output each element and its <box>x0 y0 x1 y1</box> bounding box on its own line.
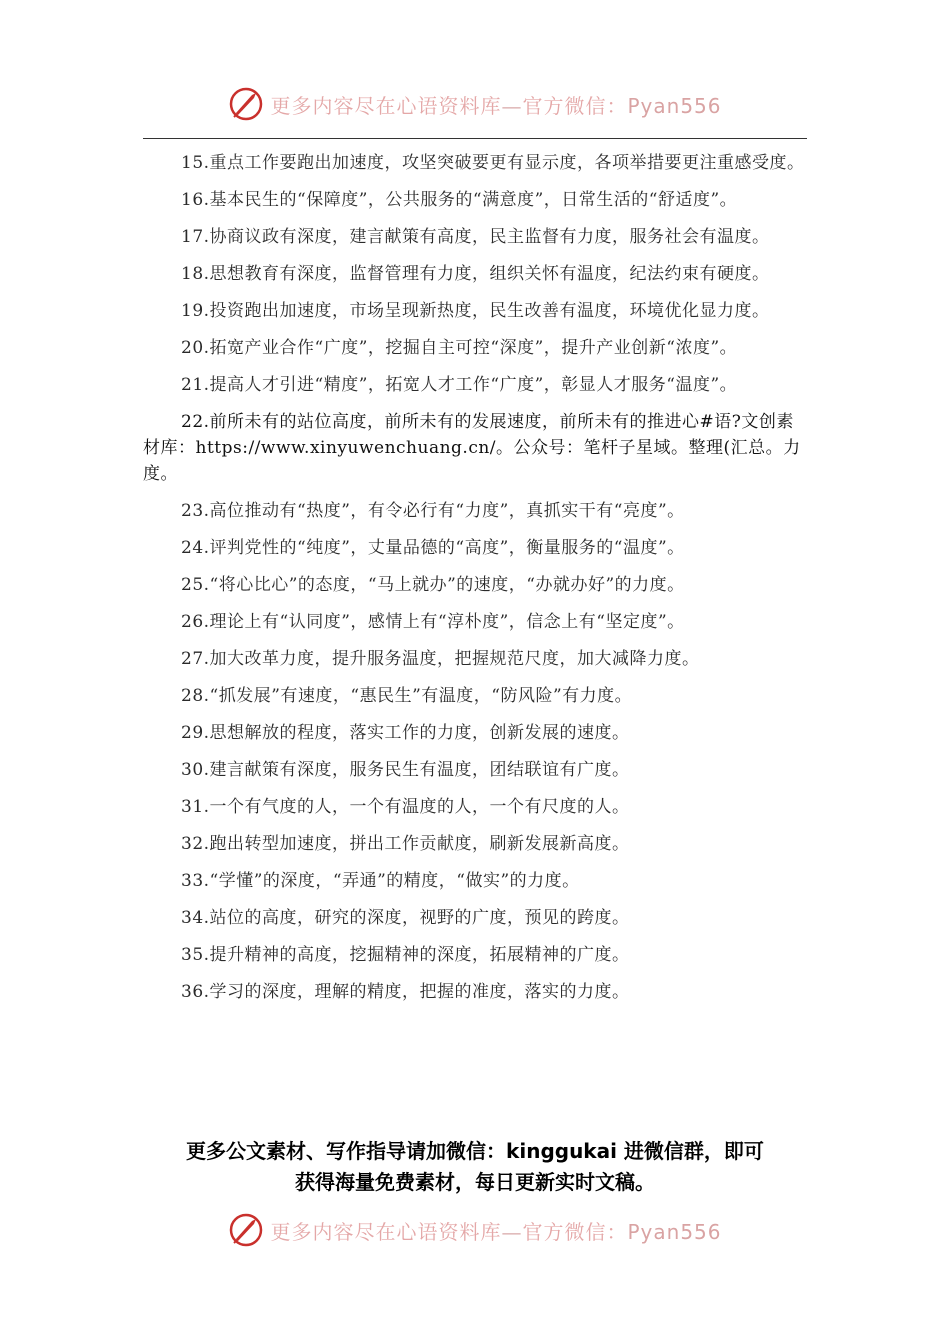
paragraph-19: 19.投资跑出加速度，市场呈现新热度，民生改善有温度，环境优化显力度。 <box>181 301 770 321</box>
paragraph-15: 15.重点工作要跑出加速度，攻坚突破要更有显示度，各项举措要更注重感受度。 <box>181 153 805 173</box>
paragraph-28: 28.“抓发展”有速度，“惠民生”有温度，“防风险”有力度。 <box>181 686 633 706</box>
brand-banner <box>228 86 721 122</box>
paragraph-35: 35.提升精神的高度，挖掘精神的深度，拓展精神的广度。 <box>181 945 630 965</box>
paragraph-22: 22.前所未有的站位高度，前所未有的发展速度，前所未有的推进心#语?文创素材库：https://www.xinyuwenchuang.cn/。公众号：笔杆子星域。整理(汇总。力度。 <box>143 412 801 484</box>
paragraph-26: 26.理论上有“认同度”，感情上有“淳朴度”，信念上有“坚定度”。 <box>181 612 685 632</box>
wechat-notice <box>120 1136 830 1198</box>
paragraph-27: 27.加大改革力度，提升服务温度，把握规范尺度，加大减降力度。 <box>181 649 700 669</box>
paragraph-32: 32.跑出转型加速度，拼出工作贡献度，刷新发展新高度。 <box>181 834 630 854</box>
paragraph-30: 30.建言献策有深度，服务民生有温度，团结联谊有广度。 <box>181 760 630 780</box>
footer-account-label: 官方微信： <box>522 1219 628 1244</box>
header-divider <box>143 138 807 139</box>
brand-slogan: 更多内容尽在心语资料库 <box>270 93 502 118</box>
quill-pen-logo-icon <box>228 86 264 122</box>
paragraph-20: 20.拓宽产业合作“广度”，挖掘自主可控“深度”，提升产业创新“浓度”。 <box>181 338 738 358</box>
footer-brand-slogan: 更多内容尽在心语资料库 <box>270 1219 502 1244</box>
paragraph-36: 36.学习的深度，理解的精度，把握的准度，落实的力度。 <box>181 982 630 1002</box>
paragraph-25: 25.“将心比心”的态度，“马上就办”的速度，“办就办好”的力度。 <box>181 575 685 595</box>
quill-pen-logo-icon <box>228 1212 264 1248</box>
brand-text <box>270 90 721 119</box>
paragraph-21: 21.提高人才引进“精度”，拓宽人才工作“广度”，彰显人才服务“温度”。 <box>181 375 738 395</box>
brand-separator: — <box>501 93 523 118</box>
paragraph-24: 24.评判党性的“纯度”，丈量品德的“高度”，衡量服务的“温度”。 <box>181 538 685 558</box>
paragraph-34: 34.站位的高度，研究的深度，视野的广度，预见的跨度。 <box>181 908 630 928</box>
account-id: Pyan556 <box>627 93 722 118</box>
notice-line-1: 更多公文素材、写作指导请加微信：kinggukai 进微信群，即可 <box>186 1139 764 1163</box>
paragraph-31: 31.一个有气度的人，一个有温度的人，一个有尺度的人。 <box>181 797 630 817</box>
paragraph-29: 29.思想解放的程度，落实工作的力度，创新发展的速度。 <box>181 723 630 743</box>
page-footer <box>0 1208 950 1252</box>
page-header <box>0 82 950 126</box>
notice-line-2: 获得海量免费素材，每日更新实时文稿。 <box>295 1170 655 1194</box>
footer-brand-text <box>270 1216 721 1245</box>
paragraph-16: 16.基本民生的“保障度”，公共服务的“满意度”，日常生活的“舒适度”。 <box>181 190 738 210</box>
footer-brand-separator: — <box>501 1219 523 1244</box>
paragraph-17: 17.协商议政有深度，建言献策有高度，民主监督有力度，服务社会有温度。 <box>181 227 770 247</box>
footer-brand-banner <box>228 1212 721 1248</box>
document-body <box>143 150 807 1016</box>
paragraph-18: 18.思想教育有深度，监督管理有力度，组织关怀有温度，纪法约束有硬度。 <box>181 264 770 284</box>
paragraph-33: 33.“学懂”的深度，“弄通”的精度，“做实”的力度。 <box>181 871 580 891</box>
paragraph-23: 23.高位推动有“热度”，有令必行有“力度”，真抓实干有“亮度”。 <box>181 501 685 521</box>
account-label: 官方微信： <box>522 93 628 118</box>
footer-account-id: Pyan556 <box>627 1219 722 1244</box>
